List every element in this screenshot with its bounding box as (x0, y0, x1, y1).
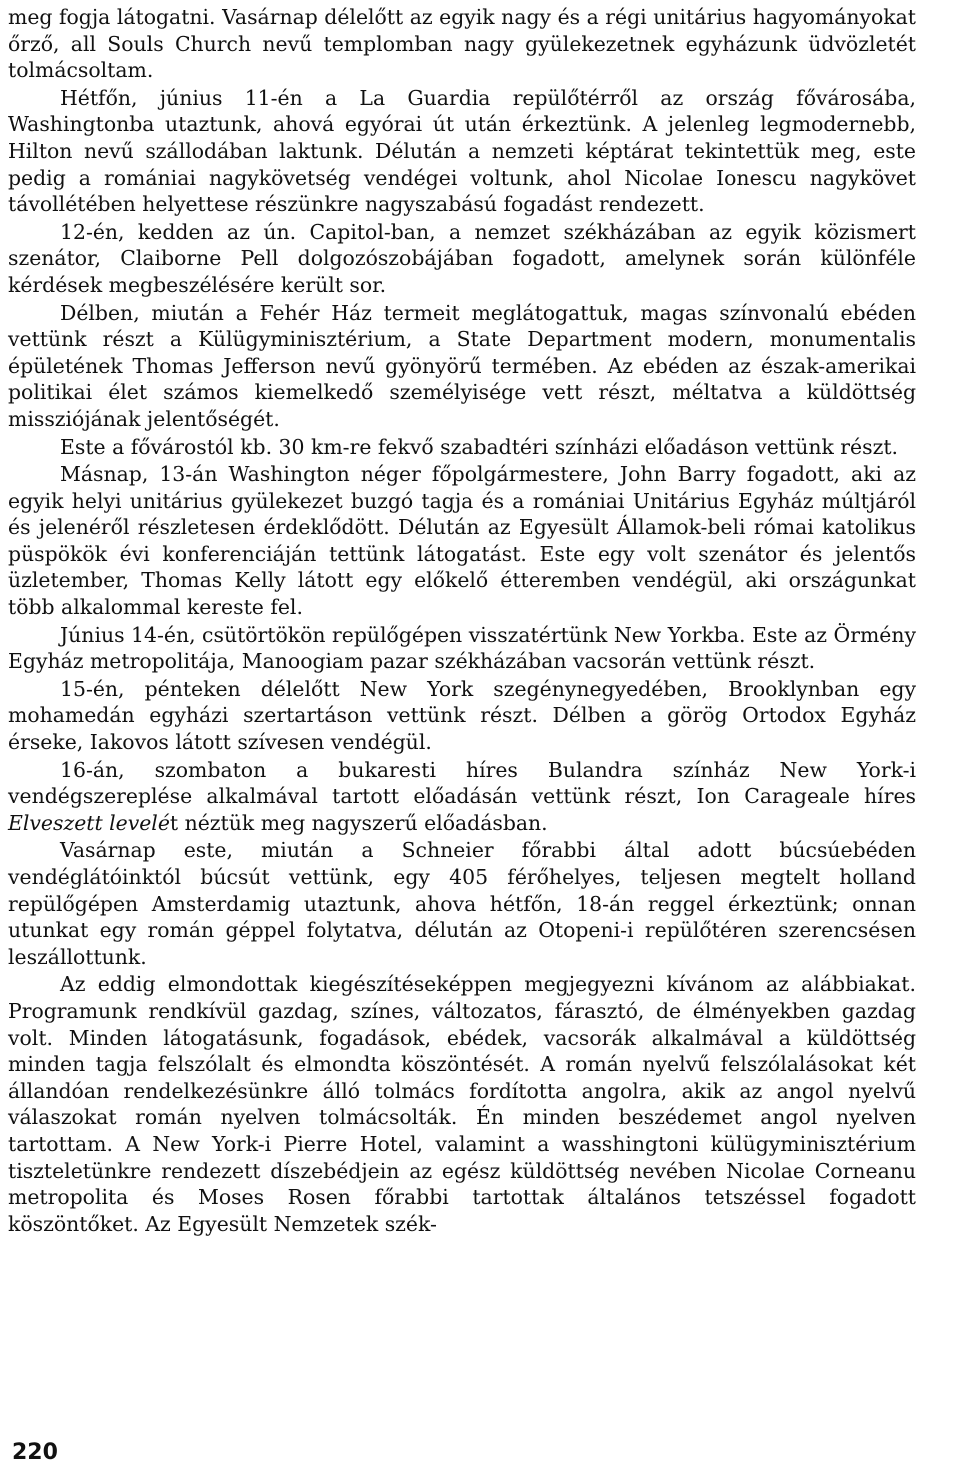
paragraph-text: meg fogja látogatni. Vasárnap délelőtt az egyik nagy és a régi unitárius hagyományokat őrző, all Souls Church nevű templomban nagy gyülekezetnek egyházunk üdvözletét tolmácsoltam. (8, 5, 916, 83)
italic-title: Elveszett levelé (8, 810, 170, 835)
paragraph (8, 434, 916, 461)
paragraph-text: Este a fővárostól kb. 30 km-re fekvő szabadtéri színházi előadáson vettünk részt. (60, 434, 899, 459)
paragraph-text: 16-án, szombaton a bukaresti híres Bulandra színház New York-i vendégszereplése alkalmával tartott előadásán vettünk részt, Ion Carageale híres (8, 757, 916, 809)
page-number: 220 (12, 1440, 58, 1465)
paragraph (8, 219, 916, 299)
paragraph (8, 757, 916, 837)
paragraph-text: Vasárnap este, miután a Schneier főrabbi által adott búcsúebéden vendéglátóinktól búcsút vettünk, egy 405 férőhelyes, teljesen megtelt holland repülőgépen Amsterdamig utaztunk, ahova hétfőn, 18-án reggel érkeztünk; onnan utunkat egy román géppel folytatva, délután az Otopeni-i repülőtéren szerencsésen leszállottunk. (8, 838, 916, 969)
paragraph-text: t néztük meg nagyszerű előadásban. (169, 810, 548, 835)
paragraph-text: 15-én, pénteken délelőtt New York szegénynegyedében, Brooklynban egy mohamedán egyházi szertartáson vettünk részt. Délben a görög Ortodox Egyház érseke, Iakovos látott szívesen vendégül. (8, 676, 916, 755)
paragraph (8, 300, 916, 433)
paragraph-text: Hétfőn, június 11-én a La Guardia repülőtérről az ország fővárosába, Washingtonba utaztunk, ahová egyórai út után érkeztünk. A jelenleg legmodernebb, Hilton nevű szállodában laktunk. Délután a nemzeti képtárat tekintettük meg, este pedig a romániai nagykövetség vendégei voltunk, ahol Nicolae Ionescu nagykövet távollétében helyettese részünkre nagyszabású fogadást rendezett. (8, 85, 916, 217)
paragraph (8, 622, 916, 675)
paragraph (8, 837, 916, 970)
paragraph (8, 461, 916, 621)
paragraph (8, 676, 916, 756)
paragraph (8, 4, 916, 84)
paragraph-text: 12-én, kedden az ún. Capitol-ban, a nemzet székházában az egyik közismert szenátor, Claiborne Pell dolgozószobájában fogadott, amelynek során különféle kérdések megbeszélésére került sor. (8, 219, 916, 297)
body-text (8, 4, 916, 1237)
paragraph (8, 971, 916, 1237)
paragraph-text: Délben, miután a Fehér Ház termeit meglátogattuk, magas színvonalú ebéden vettünk részt a Külügyminisztérium, a State Department modern, monumentalis épületének Thomas Jefferson nevű gyönyörű termében. Az ebéden az észak-amerikai politikai élet számos kiemelkedő személyisége vett részt, méltatva a küldöttség missziójának jelentőségét. (8, 300, 916, 431)
paragraph (8, 85, 916, 218)
paragraph-text: Június 14-én, csütörtökön repülőgépen visszatértünk New Yorkba. Este az Örmény Egyház metropolitája, Manoogiam pazar székházában vacsorán vettünk részt. (8, 622, 916, 674)
paragraph-text: Az eddig elmondottak kiegészítéseképpen megjegyezni kívánom az alábbiakat. Programunk rendkívül gazdag, színes, változatos, fárasztó, de élményekben gazdag volt. Minden látogatásunk, fogadások, ebédek, vacsorák alkalmával a küldöttség minden tagja felszólalt és elmondta köszöntését. A román nyelvű felszólalásokat két állandóan rendelkezésünkre álló tolmács fordította angolra, akik az angol nyelvű válaszokat román nyelven tolmácsolták. Én minden beszédemet angol nyelven tartottam. A New York-i Pierre Hotel, valamint a wasshingtoni külügyminisztérium tiszteletünkre rendezett díszebédjein az egész küldöttség nevében Nicolae Corneanu metropolita és Moses Rosen főrabbi tartottak általános tetszéssel fogadott köszöntőket. Az Egyesült Nemzetek szék- (8, 972, 916, 1236)
paragraph-text: Másnap, 13-án Washington néger főpolgármestere, John Barry fogadott, aki az egyik helyi unitárius gyülekezet buzgó tagja és a romániai Unitárius Egyház múltjáról és jelenéről részletesen érdeklődött. Délután az Egyesült Államok-beli római katolikus püspökök évi konferenciáján tettünk látogatást. Este egy volt szenátor és jelentős üzletember, Thomas Kelly látott egy előkelő étteremben vendégül, aki országunkat több alkalommal kereste fel. (8, 462, 916, 620)
